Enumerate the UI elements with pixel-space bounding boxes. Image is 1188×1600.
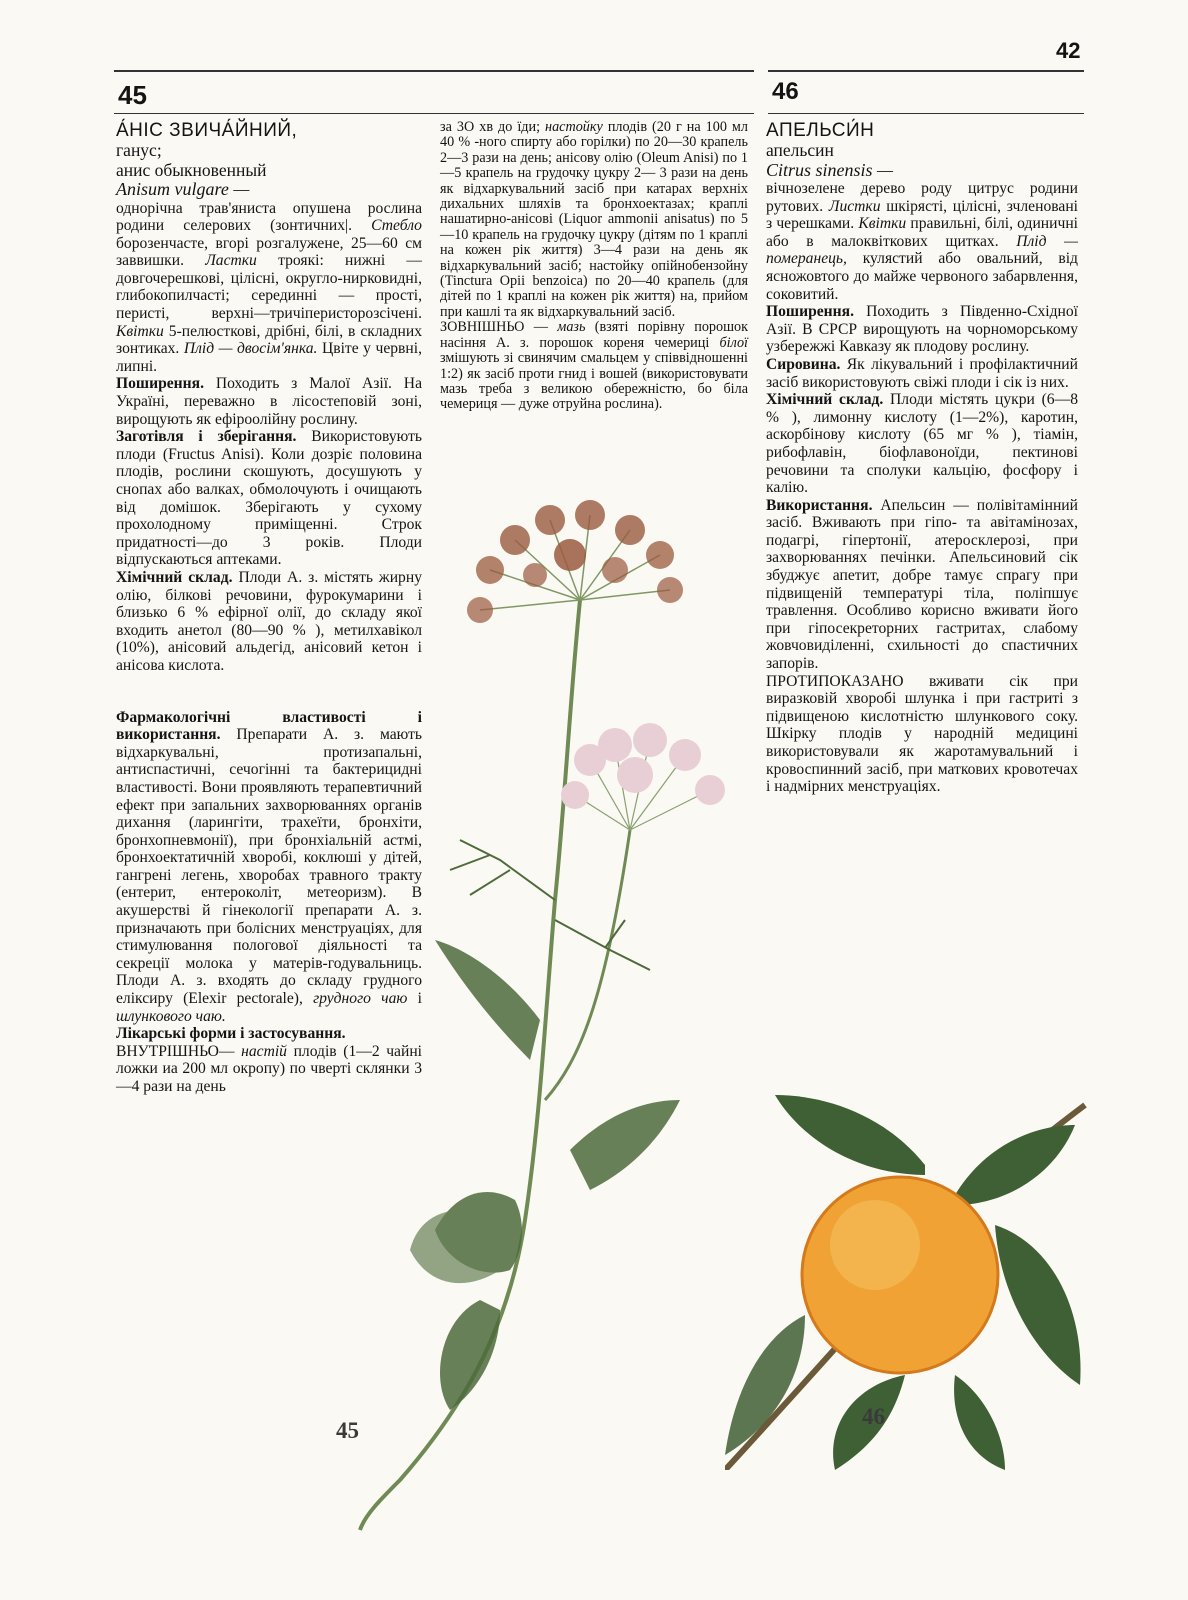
leaves-text: шкірясті, цілісні, зчленовані з черешками. bbox=[766, 197, 1079, 233]
entry-46-raw bbox=[766, 356, 1078, 391]
col2-tincture-label: настойку bbox=[545, 119, 603, 135]
entry-45-tincture bbox=[440, 120, 748, 320]
contra-label: ПРОТИПОКАЗАНО bbox=[766, 672, 904, 690]
fruit-text: Цвіте у червні, липні. bbox=[116, 340, 422, 375]
entry-46-title: АПЕЛЬСИ́Н bbox=[766, 120, 875, 141]
header-rule-left-bottom bbox=[114, 113, 754, 114]
entry-46-latin: Citrus sinensis — bbox=[766, 159, 894, 180]
entry-46-chem bbox=[766, 391, 1078, 497]
entry-45-alt-name-1: ганус; bbox=[116, 140, 162, 160]
header-rule-left bbox=[114, 70, 754, 72]
leaves-label: Ластки bbox=[205, 252, 257, 270]
flowers-label: Квітки bbox=[116, 322, 164, 340]
leaves-label: Листки bbox=[828, 197, 881, 215]
stem-text: борозенчасте, вгорі розгалужене, 25—60 см заввишки. bbox=[116, 234, 422, 270]
harvest-label: Заготівля і зберігання. bbox=[116, 428, 297, 446]
external-italic: мазь bbox=[557, 319, 586, 336]
entry-45-title: А́НІС ЗВИЧА́ЙНИЙ, bbox=[116, 120, 298, 141]
harvest-text: Використовують плоди (Fructus Anisi). Коли дозріє половина плодів, рослини скошують, досушують у снопах або валках, обмолочують і очищають від домішок. Зберігають у сухому прохолодному приміщенні. Строк придатності—до 3 років. Плоди відпускаються аптеками. bbox=[116, 428, 422, 569]
internal-label: ВНУТРІШНЬО— bbox=[116, 1042, 235, 1060]
entry-46-description bbox=[766, 180, 1078, 303]
entry-45-spread bbox=[116, 375, 422, 428]
internal-text: плодів (1—2 чайні ложки иа 200 мл окропу) по чверті склянки 3—4 рази на день bbox=[116, 1042, 422, 1095]
entry-46-contra bbox=[766, 673, 1078, 796]
use-text: Апельсин — полівітамінний засіб. Вживають при гіпо- та авітамінозах, подагрі, гіпертонії, атеросклерозі, при захворюваннях печінки. Апельсиновий сік збуджує апетит, добре тамує спрагу при підвищеній температурі тіла, поліпшує травлення. Особливо корисно вживати його при гіпосекреторних гастритах, слабому жовчовиділенні, схильності до спастичних запорів. bbox=[766, 496, 1078, 673]
raw-text: Як лікувальний і профілактичний засіб використовують свіжі плоди і сік із них. bbox=[766, 355, 1078, 391]
entry-45-latin: Anisum vulgare — bbox=[116, 179, 250, 199]
orange-illustration bbox=[725, 1075, 1090, 1470]
entry-46-spread bbox=[766, 303, 1078, 356]
entry-45-alt-name-2: анис обыкновенный bbox=[116, 159, 267, 180]
figure-label-anise: 45 bbox=[336, 1418, 359, 1443]
spread-text: Походить з Південно-Східної Азії. В СРСР вирощують на чорноморському узбережжі Кавказу як плодову рослину. bbox=[766, 303, 1078, 356]
chem-text: Плоди А. з. містять жирну олію, білкові речовини, фурокумарини і близько 6 % ефірної олії, до складу якої входить анетол (80—90 % ), метилхавікол (10%), анісовий альдегід, анісовий кетон і анісова кислота. bbox=[116, 568, 422, 674]
entry-46-column bbox=[766, 120, 1078, 796]
col2-text-b: плодів (20 г на 100 мл 40 % -ного спирту або горілки) по 20—30 крапель 2—3 рази на день; анісову олію (Oleum Anisi) по 1—5 крапель на грудочку цукру 2— 3 рази на день як відхаркувальний засіб при катарах верхніх дихальних шляхів та бронхоектазах; краплі нашатирно-анісові (Liquor ammonii anisatus) по 5—10 крапель на грудочку цукру (дітям по 1 краплі на кожен рік життя) 3—4 рази на день як відхаркувальний засіб; настойку опійнобензойну (Tinctura Opii benzoica) по 20—40 крапель (для дітей по 1 краплі на кожен рік життя) на, прийом при кашлі та як відхаркувальний засіб. bbox=[440, 119, 748, 320]
desc-text: вічнозелене дерево роду цитрус родини рутових. bbox=[766, 180, 1078, 215]
flowers-label: Квітки bbox=[858, 215, 907, 233]
page-number: 42 bbox=[1056, 38, 1081, 63]
desc-text: однорічна трав'яниста опушена рослина родини селерових (зонтичних|. bbox=[116, 199, 422, 235]
fruit-label: Плід — померанець, bbox=[766, 232, 1079, 268]
entry-46-alt-name: апельсин bbox=[766, 140, 834, 160]
pharm-label: Фармакологічні властивості і використання. bbox=[116, 708, 422, 744]
raw-label: Сировина. bbox=[766, 355, 841, 373]
entry-45-external bbox=[440, 320, 748, 412]
entry-46-use bbox=[766, 497, 1078, 673]
entry-45-number: 45 bbox=[118, 80, 147, 110]
external-label: ЗОВНІШНЬО — bbox=[440, 319, 548, 336]
col2-text-a: за 3О хв до їди; bbox=[440, 119, 541, 135]
spread-label: Поширення. bbox=[116, 375, 204, 393]
pharm-text: Препарати А. з. мають відхаркувальні, протизапальні, антиспастичні, сечогінні та бактерицидні властивості. Вони проявляють терапевтичний ефект при запальних захворюваннях органів дихання (ларингіти, трахеїти, бронхіти, бронхопневмонії), при бронхіальній астмі, бронхоектатичній хворобі, коклюші у дітей, гангрені легень, хворобах травного тракту (ентерит, ентероколіт, метеоризм). В акушерстві й гінекології препарати А. з. призначають при болісних менструаціях, для стимулювання пологової діяльності та секреції молока у матерів-годувальниць. Плоди А. з. входять до складу грудного еліксиру (Elexir pectorale), bbox=[116, 726, 422, 1008]
header-rule-right bbox=[768, 70, 1084, 72]
fruit-label: Плід — двосім'янка. bbox=[183, 340, 318, 358]
pharm-italic: грудного чаю bbox=[313, 990, 408, 1008]
entry-46-number: 46 bbox=[772, 78, 799, 105]
entry-45-column-2 bbox=[440, 120, 748, 413]
chem-label: Хімічний склад. bbox=[116, 568, 233, 586]
external-italic-2: білої bbox=[719, 334, 749, 351]
internal-italic: настій bbox=[241, 1042, 287, 1060]
figure-label-orange: 46 bbox=[862, 1404, 885, 1429]
spread-text: Походить з Малої Азії. На Україні, переважно в лісостеповій зоні, вирощують як ефіроолійну рослину. bbox=[116, 375, 422, 428]
stem-label: Стебло bbox=[371, 217, 422, 235]
contra-text: вживати сік при виразковій хворобі шлунка і при гастриті з підвищеною кислотністю шлункового соку. Шкірку плодів у народній медицині використовували як жаротамувальний і кровоспинний засіб, при маткових кровотечах і надмірних менструаціях. bbox=[766, 672, 1079, 796]
pharm-italic-2: шлункового чаю. bbox=[116, 1007, 226, 1025]
external-text-a: (взяті порівну порошок насіння А. з. порошок кореня чемериці bbox=[440, 319, 749, 351]
use-label: Використання. bbox=[766, 496, 873, 514]
leaves-text: троякі: нижні — довгочерешкові, цілісні, округло-нирковидні, глибокопилчасті; серединні — прості, перисті, верхні—тричіперисторозсічені. bbox=[116, 252, 422, 323]
fruit-text: кулястий або овальний, від ясножовтого до майже червоного забарвлення, соковитий. bbox=[766, 250, 1078, 303]
chem-text: Плоди містять цукри (6—8 % ), лимонну кислоту (1—2%), каротин, аскорбінову кислоту (65 мг % ), тіамін, рибофлавін, біофлавоноїди, пектинові речовини та сполуки кальцію, фосфору і калію. bbox=[766, 391, 1078, 497]
flowers-text: правильні, білі, одиничні або в малоквіткових щитках. bbox=[766, 215, 1079, 250]
header-rule-right-bottom bbox=[768, 113, 1084, 114]
external-text-b: змішують зі свинячим смальцем у співвідношенні 1:2) як засіб проти гнид і вошей (використовувати мазь треба з великою обережністю, бо біла чемериця — дуже отруйна рослина). bbox=[440, 350, 748, 413]
chem-label: Хімічний склад. bbox=[766, 391, 884, 409]
forms-label: Лікарські форми і застосування. bbox=[116, 1025, 346, 1043]
spread-label: Поширення. bbox=[766, 303, 854, 321]
pharm-and: і bbox=[417, 990, 422, 1008]
entry-45-description bbox=[116, 200, 422, 376]
flowers-text: 5-пелюсткові, дрібні, білі, в складних зонтиках. bbox=[116, 322, 422, 358]
